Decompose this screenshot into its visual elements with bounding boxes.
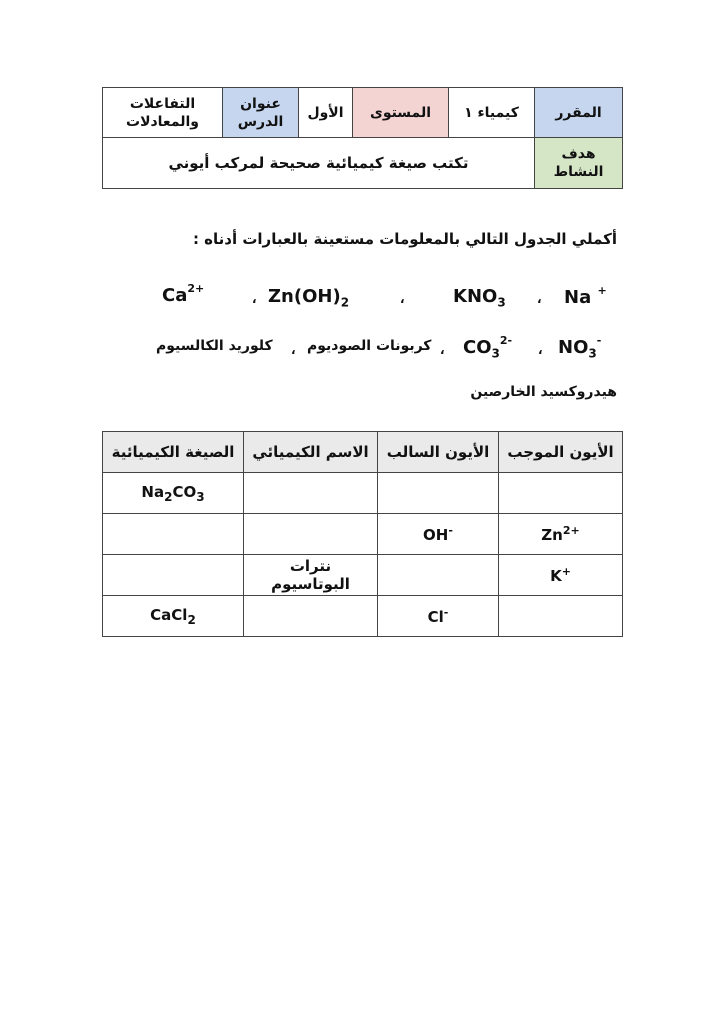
row3-anion[interactable] bbox=[378, 555, 499, 596]
lesson-label-line1: عنوان bbox=[240, 95, 281, 112]
objective-label bbox=[535, 138, 623, 189]
table-row bbox=[103, 555, 623, 596]
formula-znoh2-base: Zn(OH) bbox=[268, 286, 341, 307]
formula-kno3 bbox=[453, 286, 506, 310]
table-header-row bbox=[103, 432, 623, 473]
formula-kno3-base: KNO bbox=[453, 286, 498, 307]
course-value: كيمياء ١ bbox=[449, 88, 535, 138]
row4-anion-charge: - bbox=[443, 606, 449, 619]
separator: ، bbox=[252, 292, 257, 306]
objective-value: تكتب صيغة كيميائية صحيحة لمركب أيوني bbox=[103, 138, 535, 189]
row1-formula-sub2: 3 bbox=[196, 489, 205, 504]
row4-formula-base: CaCl bbox=[150, 605, 188, 624]
row4-anion-base: Cl bbox=[427, 608, 444, 626]
row1-name[interactable] bbox=[244, 473, 378, 514]
formula-no3-charge: - bbox=[596, 334, 602, 347]
separator: ، bbox=[291, 343, 296, 357]
formula-znoh2 bbox=[268, 286, 349, 310]
formula-ca bbox=[162, 284, 204, 306]
level-value: الأول bbox=[299, 88, 353, 138]
row2-anion bbox=[378, 514, 499, 555]
instruction-text: أكملي الجدول التالي بالمعلومات مستعينة بالعبارات أدناه : bbox=[192, 230, 617, 248]
row3-name: نترات البوتاسيوم bbox=[244, 555, 378, 596]
row2-cation-base: Zn bbox=[541, 526, 563, 544]
formula-co3-sub: 3 bbox=[491, 346, 500, 361]
row1-cation[interactable] bbox=[499, 473, 623, 514]
level-label: المستوى bbox=[353, 88, 449, 138]
course-label: المقرر bbox=[535, 88, 623, 138]
formula-co3-charge: 2- bbox=[499, 334, 513, 347]
sodium-carbonate-text: كربونات الصوديوم bbox=[307, 338, 432, 354]
row2-anion-base: OH bbox=[423, 526, 449, 544]
row1-anion[interactable] bbox=[378, 473, 499, 514]
row3-cation-charge: + bbox=[561, 565, 571, 578]
lesson-label bbox=[223, 88, 299, 138]
ions-table bbox=[102, 431, 623, 637]
row4-formula bbox=[103, 596, 244, 637]
formula-na bbox=[564, 286, 607, 308]
objective-label-line1: هدف bbox=[561, 146, 596, 162]
row2-name[interactable] bbox=[244, 514, 378, 555]
separator: ، bbox=[440, 343, 445, 357]
row2-formula[interactable] bbox=[103, 514, 244, 555]
row3-cation bbox=[499, 555, 623, 596]
lesson-header-table bbox=[102, 87, 623, 189]
row2-cation-charge: 2+ bbox=[562, 524, 580, 537]
row2-anion-charge: - bbox=[448, 524, 453, 537]
formula-kno3-sub: 3 bbox=[497, 295, 506, 310]
formula-no3-base: NO bbox=[558, 337, 589, 358]
row3-formula[interactable] bbox=[103, 555, 244, 596]
formula-znoh2-sub: 2 bbox=[340, 295, 350, 310]
row1-formula bbox=[103, 473, 244, 514]
separator: ، bbox=[538, 343, 543, 357]
row4-name[interactable] bbox=[244, 596, 378, 637]
header-cation: الأيون الموجب bbox=[499, 432, 623, 473]
header-anion: الأيون السالب bbox=[378, 432, 499, 473]
lesson-value-line1: التفاعلات bbox=[129, 95, 196, 112]
formula-na-charge: + bbox=[597, 284, 607, 297]
row4-anion bbox=[378, 596, 499, 637]
table-row bbox=[103, 514, 623, 555]
formula-co3 bbox=[463, 336, 512, 361]
table-row bbox=[103, 596, 623, 637]
formula-no3 bbox=[558, 336, 601, 361]
header-formula: الصيغة الكيميائية bbox=[103, 432, 244, 473]
row1-formula-sub1: 2 bbox=[164, 489, 173, 504]
formula-no3-sub: 3 bbox=[588, 346, 597, 361]
table-row bbox=[103, 473, 623, 514]
row4-formula-sub: 2 bbox=[187, 612, 196, 627]
row4-cation[interactable] bbox=[499, 596, 623, 637]
separator: ، bbox=[400, 292, 405, 306]
formula-co3-base: CO bbox=[463, 337, 492, 358]
lesson-label-line2: الدرس bbox=[237, 113, 284, 130]
formula-na-base: Na bbox=[564, 287, 592, 308]
lesson-value-line2: والمعادلات bbox=[126, 113, 199, 130]
row1-formula-co: CO bbox=[172, 482, 197, 501]
separator: ، bbox=[537, 292, 542, 306]
row1-formula-na: Na bbox=[141, 482, 165, 501]
header-name: الاسم الكيميائي bbox=[244, 432, 378, 473]
formula-ca-charge: 2+ bbox=[187, 282, 205, 295]
formula-ca-base: Ca bbox=[162, 285, 188, 306]
row2-cation bbox=[499, 514, 623, 555]
calcium-chloride-text: كلوريد الكالسيوم bbox=[156, 338, 273, 354]
lesson-value bbox=[103, 88, 223, 138]
zinc-hydroxide-text: هيدروكسيد الخارصين bbox=[470, 384, 617, 400]
objective-label-line2: النشاط bbox=[553, 164, 604, 180]
row3-cation-base: K bbox=[550, 567, 562, 585]
